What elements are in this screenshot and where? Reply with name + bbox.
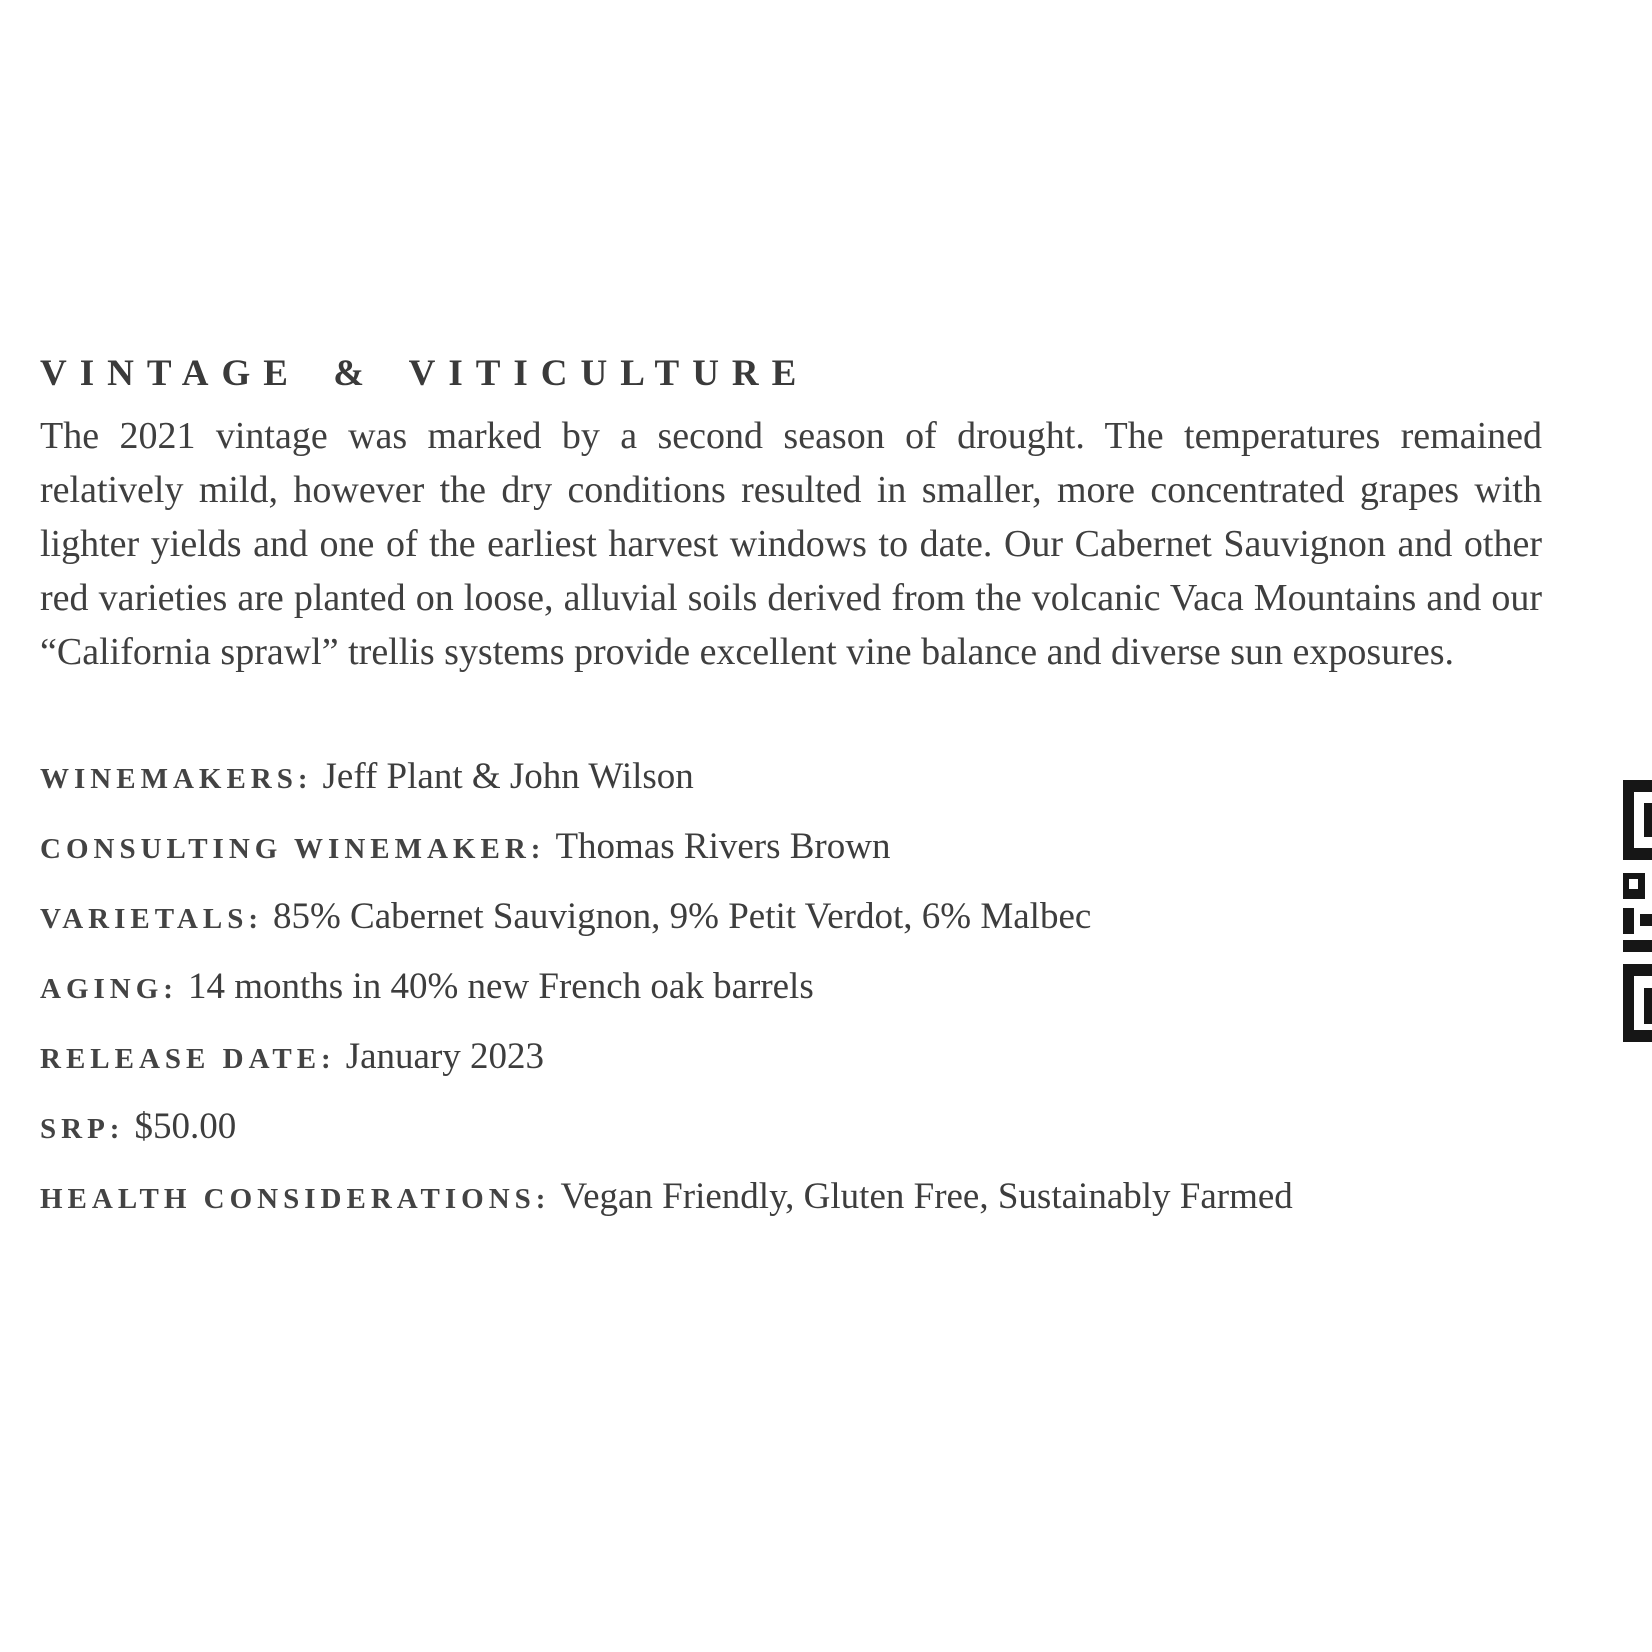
section-heading: VINTAGE & VITICULTURE xyxy=(40,353,810,394)
detail-row-winemakers xyxy=(40,755,1542,825)
health-considerations-value: Vegan Friendly, Gluten Free, Sustainably Farmed xyxy=(560,1176,1293,1217)
srp-label: SRP: xyxy=(40,1113,125,1145)
detail-row-srp xyxy=(40,1105,1542,1175)
release-date-value: January 2023 xyxy=(345,1036,545,1077)
varietals-label: VARIETALS: xyxy=(40,903,263,935)
detail-row-health-considerations xyxy=(40,1175,1542,1245)
detail-row-consulting-winemaker xyxy=(40,825,1542,895)
detail-row-aging xyxy=(40,965,1542,1035)
aging-label: AGING: xyxy=(40,973,178,1005)
health-considerations-label: HEALTH CONSIDERATIONS: xyxy=(40,1183,551,1215)
varietals-value: 85% Cabernet Sauvignon, 9% Petit Verdot, 6% Malbec xyxy=(272,896,1092,937)
qr-code-icon xyxy=(1618,778,1652,1044)
vintage-viticulture-section xyxy=(40,352,1542,1245)
winemakers-label: WINEMAKERS: xyxy=(40,763,313,795)
vintage-description-paragraph: The 2021 vintage was marked by a second season of drought. The temperatures remained relatively mild, however the dry conditions resulted in smaller, more concentrated grapes with lighter yields and one of the earliest harvest windows to date. Our Cabernet Sauvignon and other red varieties are planted on loose, alluvial soils derived from the volcanic Vaca Mountains and our “California sprawl” trellis systems provide excellent vine balance and diverse sun exposures. xyxy=(40,415,1542,673)
consulting-winemaker-value: Thomas Rivers Brown xyxy=(555,826,891,867)
detail-row-release-date xyxy=(40,1035,1542,1105)
detail-row-varietals xyxy=(40,895,1542,965)
wine-details-list xyxy=(40,755,1542,1245)
aging-value: 14 months in 40% new French oak barrels xyxy=(187,966,814,1007)
winemakers-value: Jeff Plant & John Wilson xyxy=(322,756,694,797)
release-date-label: RELEASE DATE: xyxy=(40,1043,336,1075)
consulting-winemaker-label: CONSULTING WINEMAKER: xyxy=(40,833,546,865)
srp-value: $50.00 xyxy=(134,1106,237,1147)
